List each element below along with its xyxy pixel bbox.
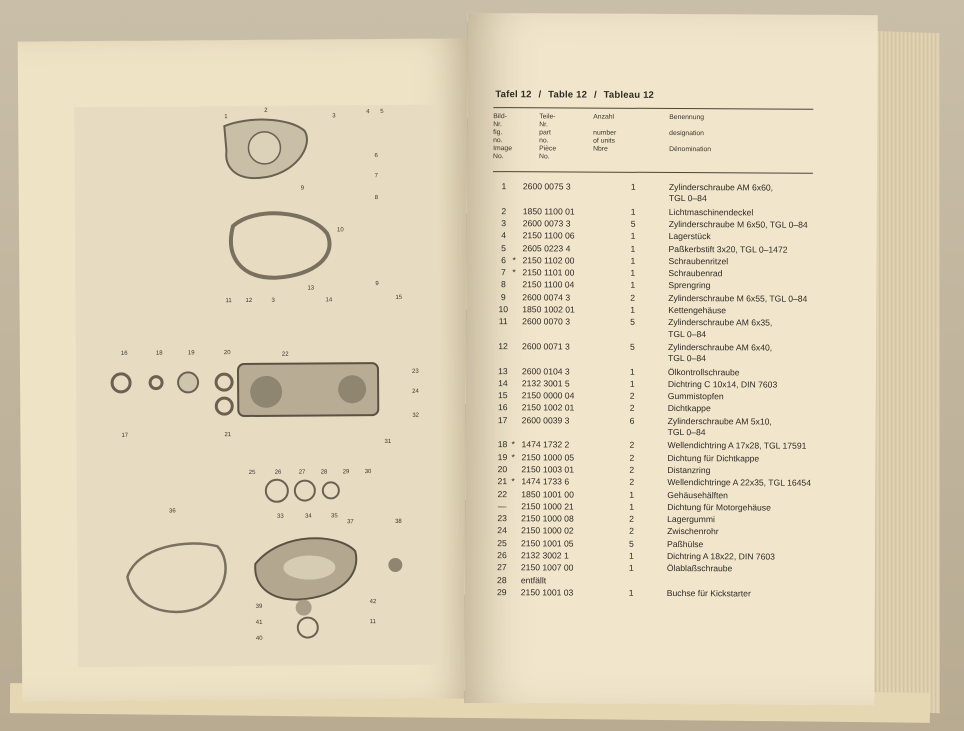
designation: Dichtring C 10x14, DIN 7603 [667,378,778,390]
part-number: 2600 0073 3 [522,218,571,229]
callout-number: 30 [364,469,372,476]
title-sep-2: / [593,89,597,101]
part-number: 2150 1100 04 [522,279,575,290]
designation: Zylinderschraube AM 6x40, [668,341,773,353]
fig-number: 12 [498,340,508,352]
quantity: 2 [629,464,635,475]
quantity: 1 [629,378,635,389]
callout-number: 9 [300,185,305,192]
part-number: 2150 1000 02 [521,525,574,536]
part-number: 2150 1007 00 [520,562,574,573]
fig-number: 7 [501,267,506,278]
new-part-marker: * [511,476,515,487]
designation: Dichtung für Dichtkappe [667,452,760,464]
quantity: 2 [629,403,635,414]
callout-number: 12 [245,297,253,304]
callout-number: 1 [224,114,228,121]
callout-number: 38 [395,518,402,525]
part-number: 2150 1102 00 [522,255,575,266]
crankcase-bore-part [338,375,366,403]
callout-number: 35 [331,513,338,520]
spacer-ring-lower-part [216,398,232,414]
designation: Dichtkappe [667,403,711,414]
quantity: 2 [630,292,636,303]
quantity: 1 [630,267,636,278]
callout-number: 15 [395,294,403,301]
fig-number: 10 [498,304,509,315]
new-part-marker: * [511,451,515,462]
callout-number: 5 [380,109,384,116]
callout-number: 16 [120,350,128,357]
crankcase-bearing-part [250,376,282,408]
fig-number: 28 [497,574,507,585]
new-part-marker: * [512,267,516,278]
designation: Schraubenritzel [668,255,729,267]
seal-ring-part [150,377,162,389]
designation: Wellendichtring A 17x28, TGL 17591 [667,440,807,452]
fig-number: 5 [501,242,506,253]
callout-number: 21 [224,432,232,439]
book-page-edges [868,31,940,714]
designation: Dichtung für Motorgehäuse [667,501,771,513]
quantity: 5 [630,341,635,352]
part-number: 2150 1001 03 [520,587,574,598]
quantity: 1 [630,255,636,266]
fig-number: 29 [496,586,507,598]
quantity: 1 [628,550,634,561]
motor-gasket-part [127,543,226,612]
callout-number: 27 [298,469,306,476]
callout-number: 18 [155,350,163,357]
designation-continued: TGL 0–84 [667,353,706,364]
designation: Zylinderschraube M 6x50, TGL 0–84 [668,218,808,230]
part-number: 2132 3001 5 [521,378,570,389]
quantity: 2 [629,526,634,537]
designation: Lichtmaschinendeckel [668,206,754,218]
callout-number: 11 [369,619,377,626]
part-number: 2600 0039 3 [521,414,570,426]
fig-number: 1 [501,181,507,192]
seal-cap-part [178,372,198,392]
fig-number: 27 [497,562,507,573]
fig-number: 15 [498,390,508,401]
fig-number: 14 [498,377,508,388]
callout-number: 3 [271,297,275,304]
engine-case-drawing [74,105,442,668]
title-de: Tafel 12 [495,89,532,101]
circlip-part [323,482,339,498]
bushing-part [388,558,402,572]
callout-number: 42 [369,599,377,606]
part-number: 2150 1000 05 [521,451,575,463]
callout-number: 7 [374,173,379,180]
title-fr: Tableau 12 [603,89,655,101]
callout-number: 8 [374,195,379,202]
quantity: 1 [630,206,636,217]
fig-number: 11 [498,316,508,327]
fig-number: 16 [497,402,508,413]
designation: Zylinderschraube AM 5x10, [667,415,772,427]
circlip-part [266,480,288,502]
quantity: 1 [630,304,636,315]
part-number: 2150 1001 05 [521,537,574,549]
title-sep-1: / [538,89,542,101]
part-number: 2150 1003 01 [521,464,575,475]
fig-number: 18 [497,439,508,450]
quantity: 2 [629,440,635,451]
plug-part [296,600,312,616]
quantity: 1 [630,243,636,254]
callout-number: 28 [320,469,328,476]
fig-number: — [497,500,507,511]
spacer-ring-part [216,374,232,390]
fig-number: 19 [497,451,508,462]
fig-number: 17 [497,414,508,425]
fig-number: 2 [501,205,507,216]
fig-number: 20 [497,463,508,475]
quantity: 1 [629,489,635,500]
fig-number: 22 [497,488,508,499]
designation: Buchse für Kickstarter [666,587,751,599]
cover-boss-part [248,132,280,164]
shaft-seal-part [112,374,130,392]
quantity: 2 [629,390,635,401]
quantity: 2 [629,452,635,463]
fig-number: 9 [500,291,506,302]
quantity: 1 [630,181,636,192]
designation: Zylinderschraube AM 6x60, [668,181,774,193]
designation: Zylinderschraube M 6x55, TGL 0–84 [668,292,808,304]
quantity: 5 [630,317,636,328]
callout-number: 22 [281,351,289,358]
callout-number: 2 [264,107,268,114]
quantity: 1 [630,280,636,291]
part-number: 2600 0104 3 [521,365,570,376]
callout-number: 40 [255,635,263,642]
right-page [464,13,878,705]
callout-number: 41 [255,619,263,626]
seal-lower-part [298,617,318,637]
callout-number: 10 [337,227,344,234]
part-number: 2150 1002 01 [521,402,575,413]
new-part-marker: * [512,254,516,265]
callout-number: 14 [325,297,333,304]
header-rule-bottom [493,171,813,174]
fig-number: 4 [501,230,507,241]
part-number: 2150 0000 04 [521,390,575,401]
callout-number: 31 [384,438,392,446]
fig-number: 26 [497,550,507,561]
quantity: 2 [629,476,635,487]
callout-number: 11 [225,298,232,305]
fig-number: 8 [500,279,506,290]
fig-number: 3 [501,218,507,229]
chain-case-part [231,213,330,278]
designation: Paßhülse [667,538,704,549]
designation: Gehäusehälften [667,489,729,500]
callout-number: 23 [411,368,419,375]
part-number: 1474 1733 6 [521,476,570,487]
header-rule-top [493,107,813,110]
callout-number: 25 [248,469,256,476]
quantity: 5 [630,218,636,229]
header-quantity: Anzahl number of units Nbre [593,113,617,153]
part-number: 1850 1100 01 [522,205,575,217]
designation: Dichtring A 18x22, DIN 7603 [666,550,775,562]
callout-number: 29 [342,469,350,476]
callout-number: 39 [255,603,263,610]
fig-number: 24 [497,525,507,536]
designation: Zylinderschraube AM 6x35, [668,317,773,328]
header-designation: Benennung designation Dénomination [669,113,712,154]
part-number: 2600 0071 3 [522,341,570,352]
designation: Zwischenrohr [667,526,719,537]
designation: Sprengring [668,280,711,291]
fig-number: 6 [501,254,506,265]
quantity: 6 [629,415,635,426]
callout-number: 37 [347,519,354,526]
exploded-parts-diagram [74,105,442,668]
designation: Schraubenrad [668,268,723,279]
fig-number: 25 [497,537,507,548]
callout-number: 19 [187,350,195,357]
part-number: 2600 0074 3 [522,291,571,303]
part-number: 1850 1001 00 [521,488,574,499]
callout-number: 9 [375,281,379,288]
callout-number: 36 [168,508,176,515]
callout-number: 34 [305,513,312,520]
part-number: 2132 3002 1 [520,550,569,561]
quantity: 5 [629,538,634,549]
quantity: 1 [628,563,634,574]
callout-number: 17 [121,432,129,439]
callout-number: 33 [277,513,284,520]
designation-continued: TGL 0–84 [668,328,707,339]
callout-number: 3 [332,113,336,120]
designation: Kettengehäuse [668,304,727,316]
designation: Gummistopfen [667,391,724,402]
part-number: 2605 0223 4 [522,242,571,253]
callout-number: 6 [374,153,378,160]
new-part-marker: * [511,439,515,450]
header-fig-no: Bild- Nr. fig. no. Image No. [493,113,513,161]
fig-number: 23 [497,513,507,524]
designation: Wellendichtringe A 22x35, TGL 16454 [667,477,812,488]
callout-number: 24 [412,388,419,395]
part-number: 1474 1732 2 [521,439,570,450]
callout-number: 4 [366,109,370,116]
designation: Distanzring [667,464,711,476]
designation-continued: TGL 0–84 [667,426,706,438]
header-part-no: Teile- Nr. part no. Pièce No. [539,113,557,161]
table-title [495,89,658,101]
designation: Lagerstück [668,231,711,242]
callout-number: 20 [223,350,231,357]
quantity: 1 [630,230,636,241]
designation: Ölablaßschraube [666,563,733,574]
callout-number: 13 [307,285,315,292]
quantity: 1 [629,501,635,512]
part-number: 2150 1000 21 [521,501,574,512]
part-number: entfällt [520,574,547,585]
title-en: Table 12 [548,89,588,101]
part-number: 2150 1000 08 [521,513,574,524]
quantity: 1 [628,587,634,598]
circlip-part [295,481,315,501]
fig-number: 21 [497,476,508,487]
designation: Paßkerbstift 3x20, TGL 0–1472 [668,243,788,255]
callout-number: 26 [274,469,282,476]
part-number: 2150 1100 06 [522,230,575,241]
part-number: 2150 1101 00 [522,267,575,278]
part-number: 2600 0075 3 [522,181,571,192]
designation: Lagergummi [667,514,715,525]
designation: Ölkontrollschraube [667,366,740,377]
part-number: 2600 0070 3 [522,316,571,327]
quantity: 2 [629,513,634,524]
quantity: 1 [629,366,635,377]
callout-number: 32 [412,412,420,419]
fig-number: 13 [498,365,508,376]
designation-continued: TGL 0–84 [668,193,707,204]
part-number: 1850 1002 01 [522,304,575,315]
left-page [18,38,473,701]
